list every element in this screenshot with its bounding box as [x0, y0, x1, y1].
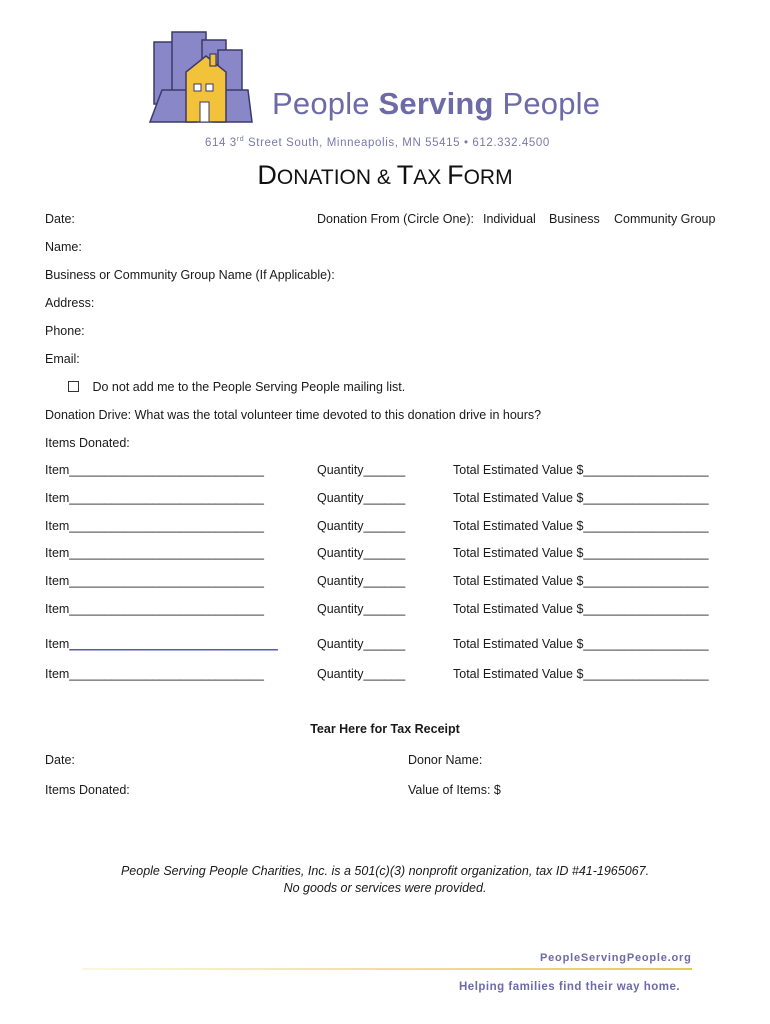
item-field-2[interactable]: Item____________________________ — [45, 491, 264, 505]
business-name-label: Business or Community Group Name (If Applicable): — [45, 268, 335, 282]
page-title: DONATION & TAX FORM — [257, 160, 513, 190]
receipt-date-label: Date: — [45, 753, 75, 767]
item-field-3[interactable]: Item____________________________ — [45, 519, 264, 533]
item-field-1[interactable]: Item____________________________ — [45, 463, 264, 477]
org-name: People Serving People — [272, 86, 601, 121]
item-field-4[interactable]: Item____________________________ — [45, 546, 264, 560]
value-field-1[interactable]: Total Estimated Value $__________________ — [453, 463, 709, 477]
quantity-field-1[interactable]: Quantity______ — [317, 463, 406, 477]
tagline: Helping families find their way home. — [459, 981, 681, 993]
value-field-8[interactable]: Total Estimated Value $__________________ — [453, 667, 709, 681]
footer-divider — [82, 968, 692, 970]
quantity-field-6[interactable]: Quantity______ — [317, 602, 406, 616]
items-donated-label: Items Donated: — [45, 436, 130, 450]
quantity-field-7[interactable]: Quantity______ — [317, 637, 406, 651]
org-logo-icon — [148, 28, 253, 128]
date-label: Date: — [45, 212, 75, 226]
mailing-optout-label: Do not add me to the People Serving People mailing list. — [92, 380, 406, 394]
value-field-3[interactable]: Total Estimated Value $__________________ — [453, 519, 709, 533]
tax-note-line1: People Serving People Charities, Inc. is a 501(c)(3) nonprofit organization, tax ID #41-1965067. — [120, 864, 650, 878]
phone-label: Phone: — [45, 324, 85, 338]
quantity-field-8[interactable]: Quantity______ — [317, 667, 406, 681]
quantity-field-4[interactable]: Quantity______ — [317, 546, 406, 560]
receipt-donor-label: Donor Name: — [408, 753, 483, 767]
receipt-value-label: Value of Items: $ — [408, 783, 501, 797]
donation-from-label: Donation From (Circle One): — [317, 212, 474, 226]
quantity-field-5[interactable]: Quantity______ — [317, 574, 406, 588]
quantity-field-3[interactable]: Quantity______ — [317, 519, 406, 533]
value-field-4[interactable]: Total Estimated Value $__________________ — [453, 546, 709, 560]
quantity-field-2[interactable]: Quantity______ — [317, 491, 406, 505]
mailing-optout-checkbox[interactable] — [68, 381, 79, 392]
item-field-7[interactable]: Item______________________________ — [45, 637, 278, 651]
mailing-optout-row — [68, 380, 405, 394]
value-field-5[interactable]: Total Estimated Value $__________________ — [453, 574, 709, 588]
value-field-2[interactable]: Total Estimated Value $__________________ — [453, 491, 709, 505]
item-field-8[interactable]: Item____________________________ — [45, 667, 264, 681]
org-address: 614 3rd Street South, Minneapolis, MN 55415 • 612.332.4500 — [205, 136, 550, 149]
tear-here-label: Tear Here for Tax Receipt — [310, 722, 460, 736]
name-label: Name: — [45, 240, 82, 254]
value-field-7[interactable]: Total Estimated Value $__________________ — [453, 637, 709, 651]
website-link[interactable]: PeopleServingPeople.org — [540, 952, 692, 964]
option-business[interactable]: Business — [549, 212, 600, 226]
tax-note-line2: No goods or services were provided. — [283, 881, 487, 895]
receipt-items-label: Items Donated: — [45, 783, 130, 797]
option-community-group[interactable]: Community Group — [614, 212, 716, 226]
donation-drive-label: Donation Drive: What was the total volunteer time devoted to this donation drive in hours? — [45, 408, 542, 422]
item-field-5[interactable]: Item____________________________ — [45, 574, 264, 588]
address-label: Address: — [45, 296, 95, 310]
option-individual[interactable]: Individual — [483, 212, 536, 226]
value-field-6[interactable]: Total Estimated Value $__________________ — [453, 602, 709, 616]
email-label: Email: — [45, 352, 80, 366]
item-field-6[interactable]: Item____________________________ — [45, 602, 264, 616]
